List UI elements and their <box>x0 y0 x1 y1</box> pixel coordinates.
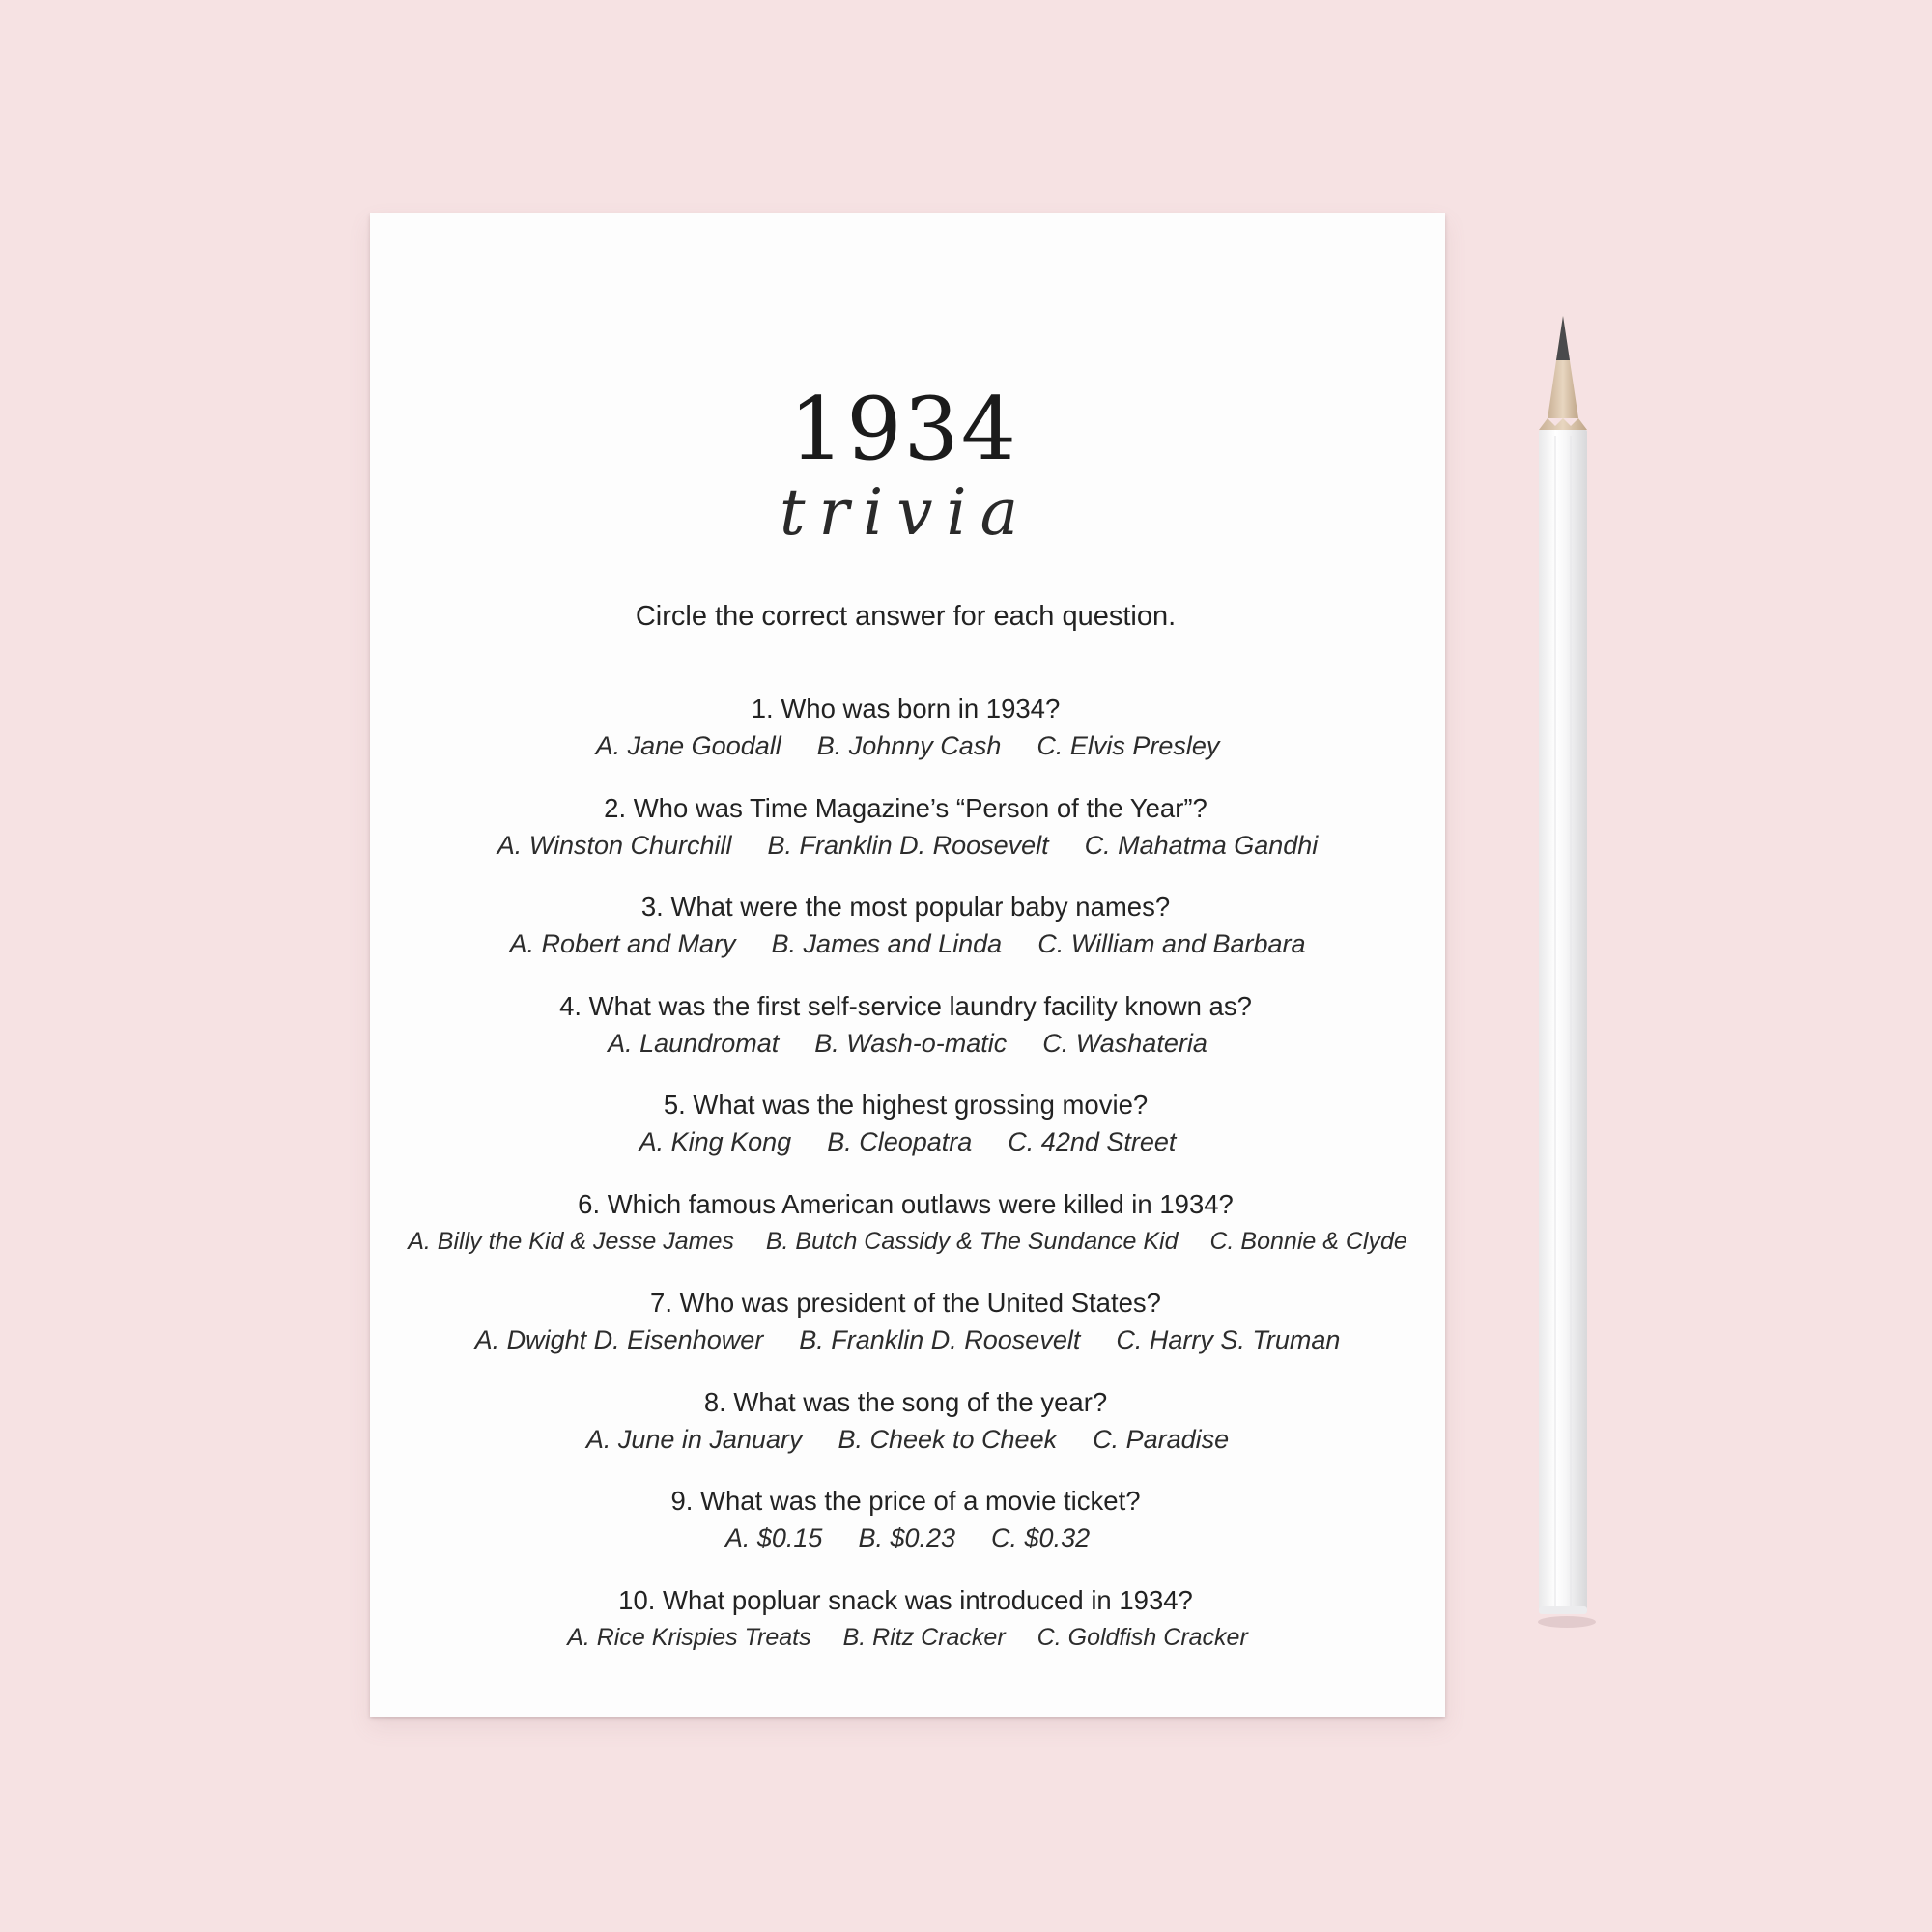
answer-options <box>370 1223 1445 1260</box>
question-item <box>370 1186 1445 1286</box>
answer-options <box>370 1520 1445 1556</box>
answer-options <box>370 925 1445 962</box>
option-c[interactable]: C. 42nd Street <box>1008 1127 1177 1156</box>
pencil-icon <box>1524 316 1602 1630</box>
question-item <box>370 790 1445 890</box>
option-c[interactable]: C. $0.32 <box>991 1523 1091 1552</box>
option-a[interactable]: A. $0.15 <box>724 1523 823 1552</box>
option-a[interactable]: A. Robert and Mary <box>509 929 736 958</box>
instructions: Circle the correct answer for each question. <box>635 601 1177 632</box>
answer-options <box>370 1421 1445 1458</box>
option-c[interactable]: C. Washateria <box>1042 1028 1208 1058</box>
option-c[interactable]: C. Paradise <box>1093 1424 1230 1454</box>
option-b[interactable]: B. $0.23 <box>858 1523 956 1552</box>
answer-options <box>370 1123 1445 1160</box>
question-item <box>370 889 1445 988</box>
question-item <box>370 1582 1445 1682</box>
question-text: 1. Who was born in 1934? <box>751 694 1061 724</box>
answer-options <box>370 1321 1445 1358</box>
title-year: 1934 <box>788 379 1019 480</box>
option-b[interactable]: B. Franklin D. Roosevelt <box>799 1325 1081 1354</box>
title-script: trivia <box>780 475 1032 550</box>
option-c[interactable]: C. Elvis Presley <box>1037 731 1220 760</box>
question-text: 5. What was the highest grossing movie? <box>663 1090 1149 1120</box>
option-a[interactable]: A. Winston Churchill <box>497 830 732 860</box>
question-item <box>370 1384 1445 1484</box>
option-c[interactable]: C. Bonnie & Clyde <box>1209 1227 1407 1255</box>
question-text: 2. Who was Time Magazine’s “Person of the Year”? <box>604 792 1208 823</box>
option-b[interactable]: B. Butch Cassidy & The Sundance Kid <box>765 1227 1179 1255</box>
option-c[interactable]: C. Goldfish Cracker <box>1037 1623 1248 1651</box>
question-item <box>370 988 1445 1088</box>
question-text: 8. What was the song of the year? <box>703 1386 1108 1417</box>
question-text: 7. Who was president of the United States? <box>650 1288 1161 1318</box>
question-item <box>370 691 1445 790</box>
option-a[interactable]: A. King Kong <box>639 1127 792 1156</box>
option-a[interactable]: A. Dwight D. Eisenhower <box>474 1325 764 1354</box>
option-b[interactable]: B. Franklin D. Roosevelt <box>767 830 1049 860</box>
option-a[interactable]: A. June in January <box>585 1424 803 1454</box>
option-b[interactable]: B. Johnny Cash <box>816 731 1002 760</box>
option-b[interactable]: B. Cleopatra <box>827 1127 973 1156</box>
question-item <box>370 1285 1445 1384</box>
option-b[interactable]: B. Wash-o-matic <box>814 1028 1008 1058</box>
question-text: 9. What was the price of a movie ticket? <box>670 1486 1141 1516</box>
answer-options <box>370 1025 1445 1062</box>
question-list <box>370 691 1445 1681</box>
trivia-card <box>370 213 1445 1717</box>
option-a[interactable]: A. Laundromat <box>608 1028 780 1058</box>
option-a[interactable]: A. Jane Goodall <box>595 731 781 760</box>
question-text: 6. Which famous American outlaws were killed in 1934? <box>578 1188 1234 1219</box>
option-c[interactable]: C. Mahatma Gandhi <box>1084 830 1319 860</box>
option-c[interactable]: C. Harry S. Truman <box>1116 1325 1341 1354</box>
option-c[interactable]: C. William and Barbara <box>1037 929 1306 958</box>
question-text: 4. What was the first self-service laundry facility known as? <box>559 990 1252 1021</box>
answer-options <box>370 1619 1445 1656</box>
answer-options <box>370 827 1445 864</box>
option-b[interactable]: B. James and Linda <box>771 929 1003 958</box>
option-a[interactable]: A. Rice Krispies Treats <box>567 1623 811 1651</box>
question-item <box>370 1087 1445 1186</box>
option-b[interactable]: B. Ritz Cracker <box>842 1623 1006 1651</box>
question-item <box>370 1483 1445 1582</box>
option-b[interactable]: B. Cheek to Cheek <box>838 1424 1058 1454</box>
answer-options <box>370 727 1445 764</box>
question-text: 3. What were the most popular baby names? <box>640 892 1171 922</box>
question-text: 10. What popluar snack was introduced in 1934? <box>618 1584 1193 1615</box>
option-a[interactable]: A. Billy the Kid & Jesse James <box>408 1227 734 1255</box>
